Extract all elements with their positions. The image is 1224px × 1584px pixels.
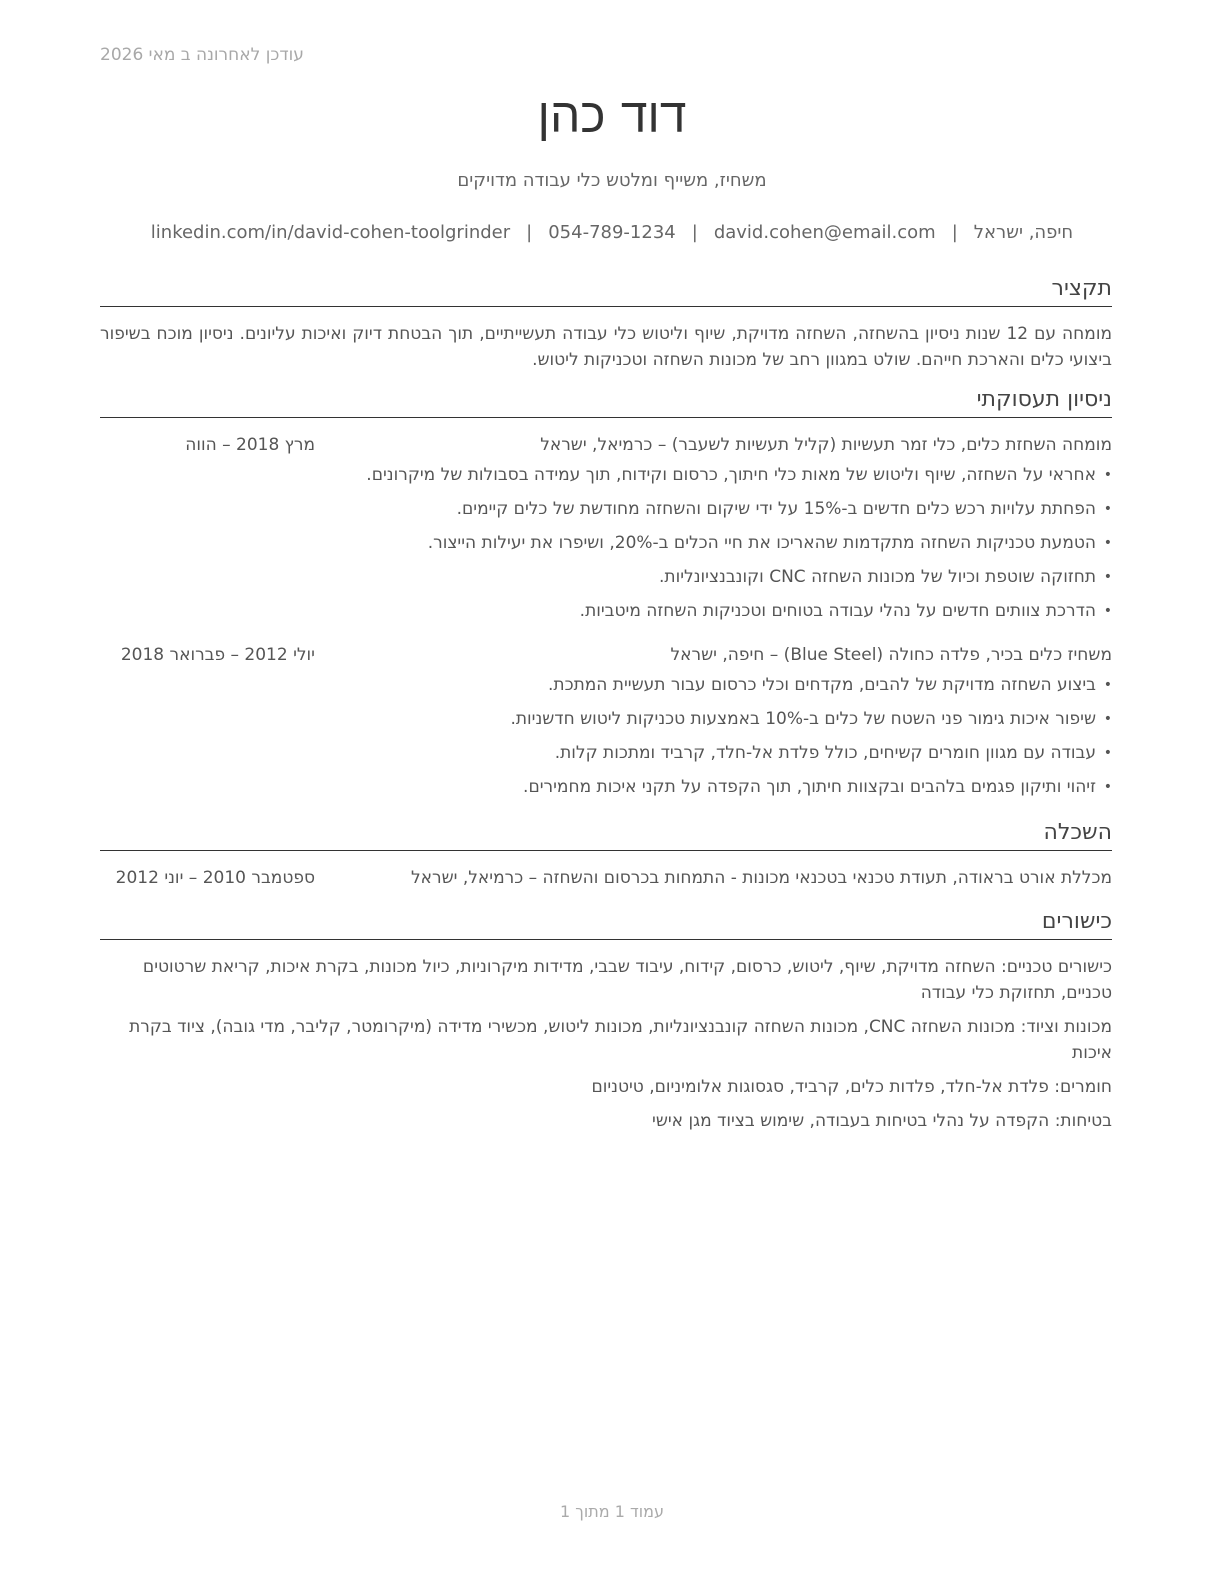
resume-body <box>100 274 1112 1142</box>
last-updated-note: עודכן לאחרונה ב מאי 2026 <box>100 45 304 65</box>
skill-line: בטיחות: הקפדה על נהלי בטיחות בעבודה, שימוש בציוד מגן אישי <box>652 1111 1112 1131</box>
list-item: • עבודה עם מגוון חומרים קשיחים, כולל פלדת אל-חלד, קרביד ומתכות קלות. <box>100 740 1096 766</box>
skill-line: מכונות וציוד: מכונות השחזה CNC, מכונות השחזה קונבנציונליות, מכונות ליטוש, מכשירי מדידה (מיקרומטר, קליבר, מדי גובה), ציוד בקרת איכות <box>129 1017 1112 1063</box>
contact-email-link[interactable]: david.cohen@email.com <box>713 222 936 243</box>
contact-line <box>0 222 1224 243</box>
skill-line: כישורים טכניים: השחזה מדויקת, שיוף, ליטוש, כרסום, קידוח, עיבוד שבבי, מדידות מיקרוניות, כיול מכונות, בקרת איכות, קריאת שרטוטים טכניים, תחזוקת כלי עבודה <box>142 957 1112 1003</box>
list-item: • אחראי על השחזה, שיוף וליטוש של מאות כלי חיתוך, כרסום וקידוח, תוך עמידה בסבולות של מיקרונים. <box>100 462 1096 488</box>
job-title: משחיז, משייף ומלטש כלי עבודה מדויקים <box>457 170 767 191</box>
person-name: דוד כהן <box>537 88 687 144</box>
job-bullets <box>100 672 1112 800</box>
education-dates: ספטמבר 2010 – יוני 2012 <box>115 868 315 888</box>
contact-separator: | <box>691 222 698 243</box>
experience-heading: ניסיון תעסוקתי <box>100 385 1112 418</box>
education-institution: מכללת אורט בראודה, תעודת טכנאי בטכנאי מכונות - התמחות בכרסום והשחזה – כרמיאל, ישראל <box>410 868 1112 888</box>
job-header <box>100 432 1112 458</box>
list-item: • תחזוקה שוטפת וכיול של מכונות השחזה CNC וקונבנציונליות. <box>100 564 1096 590</box>
list-item: • ביצוע השחזה מדויקת של להבים, מקדחים וכלי כרסום עבור תעשיית המתכת. <box>100 672 1096 698</box>
skills-heading: כישורים <box>100 907 1112 940</box>
contact-linkedin-link[interactable]: linkedin.com/in/david-cohen-toolgrinder <box>150 222 511 243</box>
contact-separator: | <box>526 222 533 243</box>
list-item: • הטמעת טכניקות השחזה מתקדמות שהאריכו את חיי הכלים ב-20%, ושיפרו את יעילות הייצור. <box>100 530 1096 556</box>
list-item: • שיפור איכות גימור פני השטח של כלים ב-10% באמצעות טכניקות ליטוש חדשניות. <box>100 706 1096 732</box>
job-dates: מרץ 2018 – הווה <box>185 435 315 455</box>
list-item: • זיהוי ותיקון פגמים בלהבים ובקצוות חיתוך, תוך הקפדה על תקני איכות מחמירים. <box>100 774 1096 800</box>
education-heading: השכלה <box>100 818 1112 851</box>
page-number: עמוד 1 מתוך 1 <box>560 1502 664 1521</box>
job-role-company: מומחה השחזת כלים, כלי זמר תעשיות (קליל תעשיות לשעבר) – כרמיאל, ישראל <box>540 435 1112 455</box>
contact-location: חיפה, ישראל <box>973 222 1074 243</box>
education-entry <box>100 865 1112 891</box>
list-item: • הפחתת עלויות רכש כלים חדשים ב-15% על ידי שיקום והשחזה מחודשת של כלים קיימים. <box>100 496 1096 522</box>
job-bullets <box>100 462 1112 624</box>
skill-line: חומרים: פלדת אל-חלד, פלדות כלים, קרביד, סגסוגות אלומיניום, טיטניום <box>591 1077 1112 1097</box>
job-dates: יולי 2012 – פברואר 2018 <box>120 645 315 665</box>
summary-text: מומחה עם 12 שנות ניסיון בהשחזה, השחזה מדויקת, שיוף וליטוש כלי עבודה תעשייתיים, תוך הבטחת דיוק ואיכות עליונים. ניסיון מוכח בשיפור ביצועי כלים והארכת חייהם. שולט במגוון רחב של מכונות השחזה וטכניקות ליטוש. <box>100 324 1112 370</box>
contact-separator: | <box>951 222 958 243</box>
job-header <box>100 642 1112 668</box>
job-entry <box>100 642 1112 800</box>
list-item: • הדרכת צוותים חדשים על נהלי עבודה בטוחים וטכניקות השחזה מיטביות. <box>100 598 1096 624</box>
job-entry <box>100 432 1112 624</box>
job-role-company: משחיז כלים בכיר, פלדה כחולה (Blue Steel) – חיפה, ישראל <box>670 645 1112 665</box>
summary-heading: תקציר <box>100 274 1112 307</box>
contact-phone[interactable]: 054-789-1234 <box>548 222 676 243</box>
